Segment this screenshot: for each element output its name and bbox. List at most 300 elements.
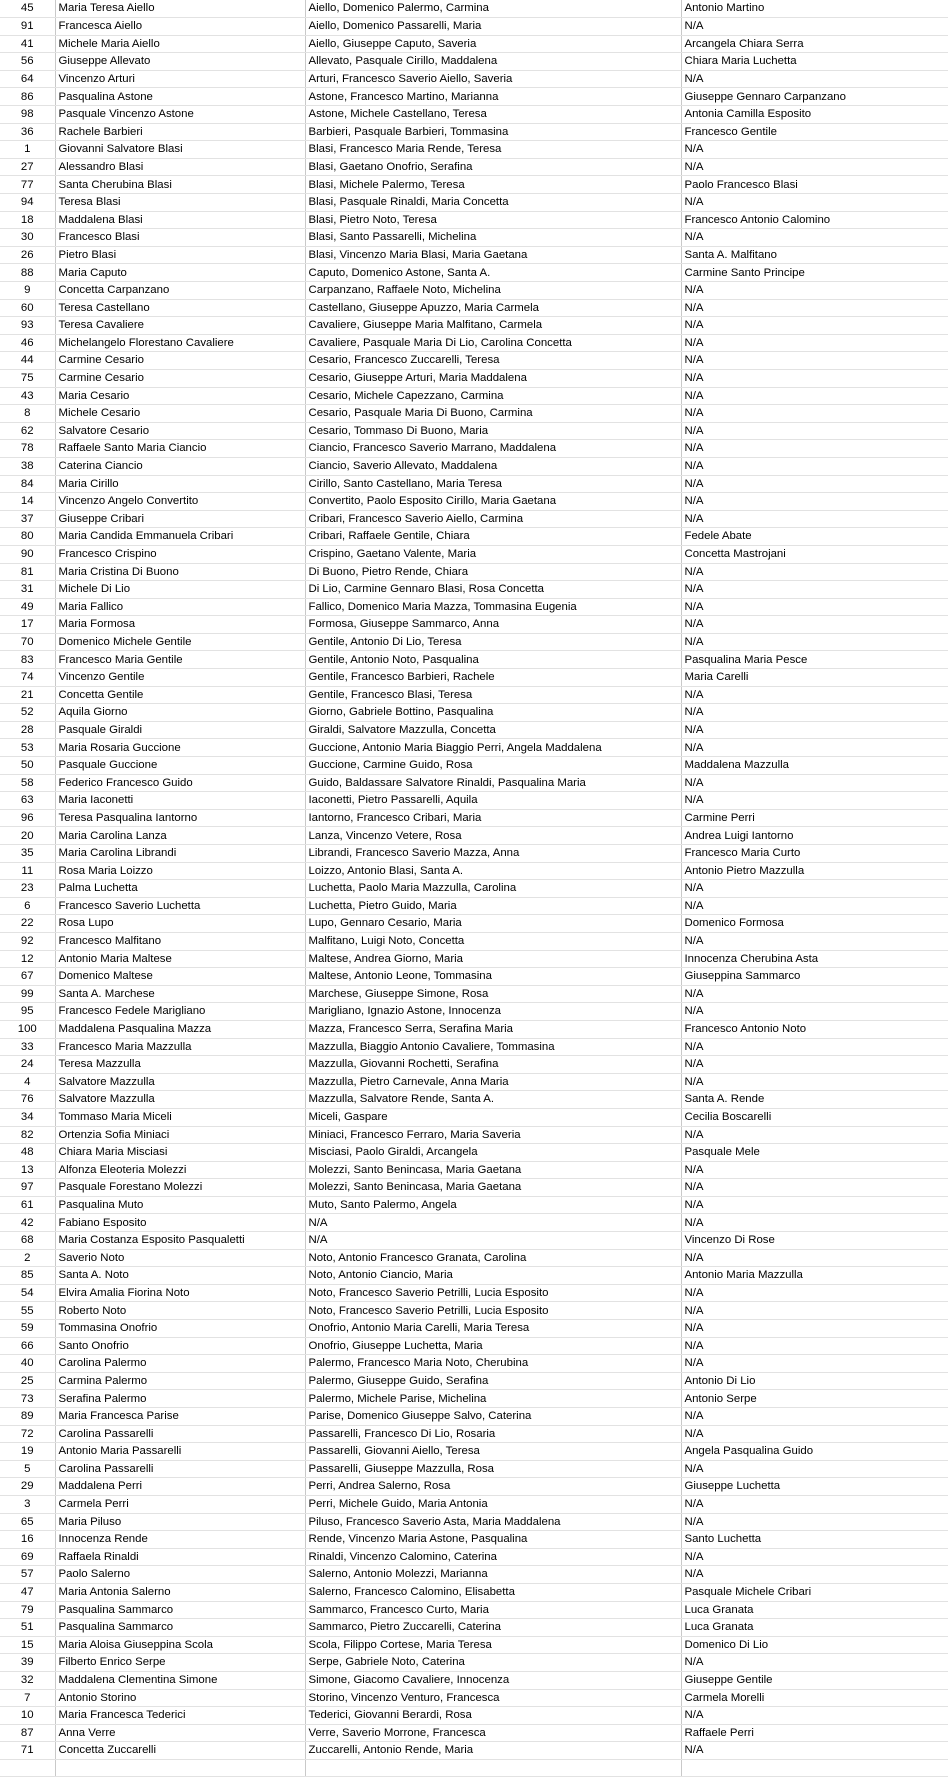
parents-cell[interactable]: Astone, Francesco Martino, Marianna <box>305 88 681 106</box>
spouse-cell[interactable]: N/A <box>681 334 948 352</box>
id-cell[interactable]: 99 <box>0 985 55 1003</box>
name-cell[interactable]: Innocenza Rende <box>55 1531 305 1549</box>
name-cell[interactable]: Pasqualina Sammarco <box>55 1601 305 1619</box>
parents-cell[interactable]: Maltese, Andrea Giorno, Maria <box>305 950 681 968</box>
id-cell[interactable]: 31 <box>0 581 55 599</box>
spouse-cell[interactable]: N/A <box>681 1003 948 1021</box>
spouse-cell[interactable]: N/A <box>681 1337 948 1355</box>
spouse-cell[interactable]: Carmine Santo Principe <box>681 264 948 282</box>
name-cell[interactable]: Francesco Fedele Marigliano <box>55 1003 305 1021</box>
name-cell[interactable]: Palma Luchetta <box>55 880 305 898</box>
id-cell[interactable]: 13 <box>0 1161 55 1179</box>
spouse-cell[interactable]: N/A <box>681 229 948 247</box>
parents-cell[interactable]: Miniaci, Francesco Ferraro, Maria Saveria <box>305 1126 681 1144</box>
name-cell[interactable]: Teresa Blasi <box>55 194 305 212</box>
spouse-cell[interactable]: Andrea Luigi Iantorno <box>681 827 948 845</box>
parents-cell[interactable]: Mazza, Francesco Serra, Serafina Maria <box>305 1020 681 1038</box>
parents-cell[interactable]: Onofrio, Giuseppe Luchetta, Maria <box>305 1337 681 1355</box>
name-cell[interactable]: Elvira Amalia Fiorina Noto <box>55 1284 305 1302</box>
name-cell[interactable]: Rosa Lupo <box>55 915 305 933</box>
parents-cell[interactable]: Mazzulla, Biaggio Antonio Cavaliere, Tommasina <box>305 1038 681 1056</box>
name-cell[interactable]: Domenico Michele Gentile <box>55 633 305 651</box>
spouse-cell[interactable]: Carmela Morelli <box>681 1689 948 1707</box>
spouse-cell[interactable]: N/A <box>681 739 948 757</box>
name-cell[interactable]: Maria Fallico <box>55 598 305 616</box>
parents-cell[interactable]: Salerno, Francesco Calomino, Elisabetta <box>305 1583 681 1601</box>
name-cell[interactable]: Rachele Barbieri <box>55 123 305 141</box>
name-cell[interactable]: Francesca Aiello <box>55 18 305 36</box>
name-cell[interactable]: Antonio Storino <box>55 1689 305 1707</box>
spouse-cell[interactable]: N/A <box>681 440 948 458</box>
name-cell[interactable]: Michele Di Lio <box>55 581 305 599</box>
id-cell[interactable]: 32 <box>0 1671 55 1689</box>
id-cell[interactable]: 84 <box>0 475 55 493</box>
spouse-cell[interactable]: Francesco Antonio Noto <box>681 1020 948 1038</box>
parents-cell[interactable]: Cirillo, Santo Castellano, Maria Teresa <box>305 475 681 493</box>
parents-cell[interactable]: Cavaliere, Giuseppe Maria Malfitano, Carmela <box>305 317 681 335</box>
id-cell[interactable]: 93 <box>0 317 55 335</box>
name-cell[interactable]: Vincenzo Angelo Convertito <box>55 493 305 511</box>
name-cell[interactable]: Santa A. Noto <box>55 1267 305 1285</box>
name-cell[interactable]: Carmine Cesario <box>55 369 305 387</box>
parents-cell[interactable]: Crispino, Gaetano Valente, Maria <box>305 545 681 563</box>
parents-cell[interactable]: Caputo, Domenico Astone, Santa A. <box>305 264 681 282</box>
name-cell[interactable]: Ortenzia Sofia Miniaci <box>55 1126 305 1144</box>
id-cell[interactable]: 96 <box>0 809 55 827</box>
name-cell[interactable]: Michele Maria Aiello <box>55 35 305 53</box>
spouse-cell[interactable]: Francesco Gentile <box>681 123 948 141</box>
id-cell[interactable]: 39 <box>0 1654 55 1672</box>
parents-cell[interactable]: Palermo, Giuseppe Guido, Serafina <box>305 1372 681 1390</box>
spouse-cell[interactable]: Giuseppina Sammarco <box>681 968 948 986</box>
id-cell[interactable]: 8 <box>0 405 55 423</box>
spouse-cell[interactable]: N/A <box>681 686 948 704</box>
parents-cell[interactable]: Piluso, Francesco Saverio Asta, Maria Maddalena <box>305 1513 681 1531</box>
parents-cell[interactable]: Malfitano, Luigi Noto, Concetta <box>305 932 681 950</box>
name-cell[interactable]: Giuseppe Allevato <box>55 53 305 71</box>
id-cell[interactable]: 70 <box>0 633 55 651</box>
id-cell[interactable]: 5 <box>0 1460 55 1478</box>
id-cell[interactable]: 41 <box>0 35 55 53</box>
parents-cell[interactable]: Cribari, Francesco Saverio Aiello, Carmina <box>305 510 681 528</box>
spouse-cell[interactable]: Fedele Abate <box>681 528 948 546</box>
parents-cell[interactable]: Castellano, Giuseppe Apuzzo, Maria Carmela <box>305 299 681 317</box>
spouse-cell[interactable]: N/A <box>681 1179 948 1197</box>
parents-cell[interactable]: Blasi, Gaetano Onofrio, Serafina <box>305 158 681 176</box>
spouse-cell[interactable]: N/A <box>681 1513 948 1531</box>
id-cell[interactable]: 15 <box>0 1636 55 1654</box>
parents-cell[interactable]: Mazzulla, Giovanni Rochetti, Serafina <box>305 1056 681 1074</box>
name-cell[interactable]: Maria Carolina Librandi <box>55 845 305 863</box>
id-cell[interactable]: 37 <box>0 510 55 528</box>
parents-cell[interactable]: Perri, Andrea Salerno, Rosa <box>305 1478 681 1496</box>
spouse-cell[interactable]: Luca Granata <box>681 1619 948 1637</box>
name-cell[interactable]: Tommaso Maria Miceli <box>55 1108 305 1126</box>
name-cell[interactable]: Maria Teresa Aiello <box>55 0 305 18</box>
id-cell[interactable]: 68 <box>0 1232 55 1250</box>
id-cell[interactable]: 95 <box>0 1003 55 1021</box>
name-cell[interactable]: Teresa Pasqualina Iantorno <box>55 809 305 827</box>
id-cell[interactable]: 65 <box>0 1513 55 1531</box>
name-cell[interactable] <box>55 1759 305 1777</box>
spouse-cell[interactable]: N/A <box>681 405 948 423</box>
spouse-cell[interactable]: N/A <box>681 721 948 739</box>
spouse-cell[interactable]: Francesco Maria Curto <box>681 845 948 863</box>
name-cell[interactable]: Giovanni Salvatore Blasi <box>55 141 305 159</box>
id-cell[interactable]: 22 <box>0 915 55 933</box>
id-cell[interactable]: 48 <box>0 1144 55 1162</box>
id-cell[interactable]: 43 <box>0 387 55 405</box>
id-cell[interactable]: 21 <box>0 686 55 704</box>
parents-cell[interactable]: Palermo, Michele Parise, Michelina <box>305 1390 681 1408</box>
id-cell[interactable]: 87 <box>0 1724 55 1742</box>
parents-cell[interactable]: Ciancio, Francesco Saverio Marrano, Maddalena <box>305 440 681 458</box>
spouse-cell[interactable]: Giuseppe Gennaro Carpanzano <box>681 88 948 106</box>
spouse-cell[interactable]: N/A <box>681 704 948 722</box>
spouse-cell[interactable]: N/A <box>681 1284 948 1302</box>
name-cell[interactable]: Alessandro Blasi <box>55 158 305 176</box>
spouse-cell[interactable]: N/A <box>681 1355 948 1373</box>
name-cell[interactable]: Francesco Malfitano <box>55 932 305 950</box>
name-cell[interactable]: Antonio Maria Passarelli <box>55 1443 305 1461</box>
spouse-cell[interactable]: Antonio Maria Mazzulla <box>681 1267 948 1285</box>
parents-cell[interactable]: Scola, Filippo Cortese, Maria Teresa <box>305 1636 681 1654</box>
parents-cell[interactable]: Parise, Domenico Giuseppe Salvo, Caterina <box>305 1408 681 1426</box>
id-cell[interactable]: 24 <box>0 1056 55 1074</box>
parents-cell[interactable]: Lupo, Gennaro Cesario, Maria <box>305 915 681 933</box>
parents-cell[interactable]: Cesario, Pasquale Maria Di Buono, Carmina <box>305 405 681 423</box>
spouse-cell[interactable]: N/A <box>681 493 948 511</box>
id-cell[interactable]: 60 <box>0 299 55 317</box>
name-cell[interactable]: Teresa Castellano <box>55 299 305 317</box>
parents-cell[interactable] <box>305 1759 681 1777</box>
id-cell[interactable]: 53 <box>0 739 55 757</box>
id-cell[interactable]: 66 <box>0 1337 55 1355</box>
id-cell[interactable]: 77 <box>0 176 55 194</box>
parents-cell[interactable]: Maltese, Antonio Leone, Tommasina <box>305 968 681 986</box>
spouse-cell[interactable]: N/A <box>681 774 948 792</box>
parents-cell[interactable]: Verre, Saverio Morrone, Francesca <box>305 1724 681 1742</box>
spouse-cell[interactable]: Santa A. Malfitano <box>681 246 948 264</box>
parents-cell[interactable]: Barbieri, Pasquale Barbieri, Tommasina <box>305 123 681 141</box>
name-cell[interactable]: Maria Carolina Lanza <box>55 827 305 845</box>
spouse-cell[interactable]: N/A <box>681 1548 948 1566</box>
spouse-cell[interactable]: N/A <box>681 1654 948 1672</box>
name-cell[interactable]: Concetta Carpanzano <box>55 282 305 300</box>
name-cell[interactable]: Carmine Cesario <box>55 352 305 370</box>
name-cell[interactable]: Filberto Enrico Serpe <box>55 1654 305 1672</box>
name-cell[interactable]: Maria Francesca Parise <box>55 1408 305 1426</box>
spouse-cell[interactable]: N/A <box>681 1566 948 1584</box>
parents-cell[interactable]: Muto, Santo Palermo, Angela <box>305 1196 681 1214</box>
parents-cell[interactable]: Fallico, Domenico Maria Mazza, Tommasina Eugenia <box>305 598 681 616</box>
parents-cell[interactable]: N/A <box>305 1232 681 1250</box>
id-cell[interactable]: 14 <box>0 493 55 511</box>
id-cell[interactable]: 79 <box>0 1601 55 1619</box>
id-cell[interactable]: 97 <box>0 1179 55 1197</box>
spouse-cell[interactable]: Raffaele Perri <box>681 1724 948 1742</box>
spouse-cell[interactable]: Maddalena Mazzulla <box>681 757 948 775</box>
id-cell[interactable]: 35 <box>0 845 55 863</box>
id-cell[interactable]: 27 <box>0 158 55 176</box>
spouse-cell[interactable]: Giuseppe Luchetta <box>681 1478 948 1496</box>
spouse-cell[interactable]: N/A <box>681 1214 948 1232</box>
id-cell[interactable]: 89 <box>0 1408 55 1426</box>
id-cell[interactable]: 85 <box>0 1267 55 1285</box>
spouse-cell[interactable]: N/A <box>681 158 948 176</box>
spouse-cell[interactable]: N/A <box>681 18 948 36</box>
id-cell[interactable] <box>0 1759 55 1777</box>
parents-cell[interactable]: Mazzulla, Pietro Carnevale, Anna Maria <box>305 1073 681 1091</box>
id-cell[interactable]: 78 <box>0 440 55 458</box>
id-cell[interactable]: 71 <box>0 1742 55 1760</box>
id-cell[interactable]: 88 <box>0 264 55 282</box>
id-cell[interactable]: 76 <box>0 1091 55 1109</box>
spouse-cell[interactable]: Angela Pasqualina Guido <box>681 1443 948 1461</box>
parents-cell[interactable]: Rende, Vincenzo Maria Astone, Pasqualina <box>305 1531 681 1549</box>
name-cell[interactable]: Carmela Perri <box>55 1495 305 1513</box>
spouse-cell[interactable]: N/A <box>681 387 948 405</box>
name-cell[interactable]: Giuseppe Cribari <box>55 510 305 528</box>
spouse-cell[interactable]: Arcangela Chiara Serra <box>681 35 948 53</box>
id-cell[interactable]: 82 <box>0 1126 55 1144</box>
spouse-cell[interactable]: N/A <box>681 1495 948 1513</box>
spouse-cell[interactable]: Giuseppe Gentile <box>681 1671 948 1689</box>
name-cell[interactable]: Santa Cherubina Blasi <box>55 176 305 194</box>
name-cell[interactable]: Carolina Passarelli <box>55 1425 305 1443</box>
parents-cell[interactable]: Loizzo, Antonio Blasi, Santa A. <box>305 862 681 880</box>
id-cell[interactable]: 44 <box>0 352 55 370</box>
name-cell[interactable]: Maria Cristina Di Buono <box>55 563 305 581</box>
parents-cell[interactable]: Aiello, Domenico Passarelli, Maria <box>305 18 681 36</box>
name-cell[interactable]: Federico Francesco Guido <box>55 774 305 792</box>
name-cell[interactable]: Francesco Saverio Luchetta <box>55 897 305 915</box>
spouse-cell[interactable]: N/A <box>681 598 948 616</box>
id-cell[interactable]: 4 <box>0 1073 55 1091</box>
spouse-cell[interactable]: N/A <box>681 581 948 599</box>
id-cell[interactable]: 6 <box>0 897 55 915</box>
name-cell[interactable]: Francesco Maria Gentile <box>55 651 305 669</box>
parents-cell[interactable]: Di Buono, Pietro Rende, Chiara <box>305 563 681 581</box>
name-cell[interactable]: Raffaela Rinaldi <box>55 1548 305 1566</box>
id-cell[interactable]: 100 <box>0 1020 55 1038</box>
name-cell[interactable]: Salvatore Mazzulla <box>55 1073 305 1091</box>
spouse-cell[interactable]: N/A <box>681 70 948 88</box>
spouse-cell[interactable]: N/A <box>681 1320 948 1338</box>
parents-cell[interactable]: Guccione, Antonio Maria Biaggio Perri, Angela Maddalena <box>305 739 681 757</box>
name-cell[interactable]: Saverio Noto <box>55 1249 305 1267</box>
id-cell[interactable]: 62 <box>0 422 55 440</box>
parents-cell[interactable]: Storino, Vincenzo Venturo, Francesca <box>305 1689 681 1707</box>
name-cell[interactable]: Maddalena Clementina Simone <box>55 1671 305 1689</box>
spouse-cell[interactable]: N/A <box>681 317 948 335</box>
name-cell[interactable]: Maria Antonia Salerno <box>55 1583 305 1601</box>
id-cell[interactable]: 2 <box>0 1249 55 1267</box>
name-cell[interactable]: Pasqualina Muto <box>55 1196 305 1214</box>
parents-cell[interactable]: Noto, Francesco Saverio Petrilli, Lucia Esposito <box>305 1302 681 1320</box>
parents-cell[interactable]: Mazzulla, Salvatore Rende, Santa A. <box>305 1091 681 1109</box>
parents-cell[interactable]: Blasi, Pasquale Rinaldi, Maria Concetta <box>305 194 681 212</box>
parents-cell[interactable]: Sammarco, Pietro Zuccarelli, Caterina <box>305 1619 681 1637</box>
id-cell[interactable]: 47 <box>0 1583 55 1601</box>
spouse-cell[interactable]: Concetta Mastrojani <box>681 545 948 563</box>
id-cell[interactable]: 33 <box>0 1038 55 1056</box>
id-cell[interactable]: 75 <box>0 369 55 387</box>
spouse-cell[interactable]: Antonio Pietro Mazzulla <box>681 862 948 880</box>
spouse-cell[interactable]: N/A <box>681 1161 948 1179</box>
id-cell[interactable]: 17 <box>0 616 55 634</box>
id-cell[interactable]: 72 <box>0 1425 55 1443</box>
spouse-cell[interactable]: N/A <box>681 1460 948 1478</box>
id-cell[interactable]: 67 <box>0 968 55 986</box>
spouse-cell[interactable]: Francesco Antonio Calomino <box>681 211 948 229</box>
parents-cell[interactable]: Cesario, Giuseppe Arturi, Maria Maddalena <box>305 369 681 387</box>
id-cell[interactable]: 23 <box>0 880 55 898</box>
spouse-cell[interactable]: N/A <box>681 1038 948 1056</box>
parents-cell[interactable]: Cesario, Michele Capezzano, Carmina <box>305 387 681 405</box>
name-cell[interactable]: Anna Verre <box>55 1724 305 1742</box>
spouse-cell[interactable]: Pasqualina Maria Pesce <box>681 651 948 669</box>
spouse-cell[interactable]: N/A <box>681 932 948 950</box>
name-cell[interactable]: Concetta Gentile <box>55 686 305 704</box>
parents-cell[interactable]: Passarelli, Giuseppe Mazzulla, Rosa <box>305 1460 681 1478</box>
spouse-cell[interactable]: N/A <box>681 1425 948 1443</box>
id-cell[interactable]: 86 <box>0 88 55 106</box>
name-cell[interactable]: Tommasina Onofrio <box>55 1320 305 1338</box>
spouse-cell[interactable]: N/A <box>681 1408 948 1426</box>
name-cell[interactable]: Francesco Crispino <box>55 545 305 563</box>
name-cell[interactable]: Maria Francesca Tederici <box>55 1707 305 1725</box>
parents-cell[interactable]: Noto, Antonio Ciancio, Maria <box>305 1267 681 1285</box>
parents-cell[interactable]: Molezzi, Santo Benincasa, Maria Gaetana <box>305 1179 681 1197</box>
spouse-cell[interactable]: N/A <box>681 1056 948 1074</box>
name-cell[interactable]: Rosa Maria Loizzo <box>55 862 305 880</box>
name-cell[interactable]: Concetta Zuccarelli <box>55 1742 305 1760</box>
parents-cell[interactable]: Lanza, Vincenzo Vetere, Rosa <box>305 827 681 845</box>
parents-cell[interactable]: Misciasi, Paolo Giraldi, Arcangela <box>305 1144 681 1162</box>
id-cell[interactable]: 3 <box>0 1495 55 1513</box>
parents-cell[interactable]: Marigliano, Ignazio Astone, Innocenza <box>305 1003 681 1021</box>
spouse-cell[interactable]: N/A <box>681 1249 948 1267</box>
name-cell[interactable]: Maddalena Blasi <box>55 211 305 229</box>
parents-cell[interactable]: Noto, Antonio Francesco Granata, Carolina <box>305 1249 681 1267</box>
id-cell[interactable]: 52 <box>0 704 55 722</box>
parents-cell[interactable]: Gentile, Antonio Noto, Pasqualina <box>305 651 681 669</box>
name-cell[interactable]: Alfonza Eleoteria Molezzi <box>55 1161 305 1179</box>
name-cell[interactable]: Carmina Palermo <box>55 1372 305 1390</box>
spouse-cell[interactable]: N/A <box>681 475 948 493</box>
spouse-cell[interactable]: Maria Carelli <box>681 669 948 687</box>
name-cell[interactable]: Aquila Giorno <box>55 704 305 722</box>
spouse-cell[interactable]: Paolo Francesco Blasi <box>681 176 948 194</box>
id-cell[interactable]: 7 <box>0 1689 55 1707</box>
parents-cell[interactable]: Iaconetti, Pietro Passarelli, Aquila <box>305 792 681 810</box>
parents-cell[interactable]: Passarelli, Giovanni Aiello, Teresa <box>305 1443 681 1461</box>
name-cell[interactable]: Santa A. Marchese <box>55 985 305 1003</box>
parents-cell[interactable]: Molezzi, Santo Benincasa, Maria Gaetana <box>305 1161 681 1179</box>
parents-cell[interactable]: Cribari, Raffaele Gentile, Chiara <box>305 528 681 546</box>
name-cell[interactable]: Carolina Passarelli <box>55 1460 305 1478</box>
spouse-cell[interactable]: N/A <box>681 1196 948 1214</box>
spouse-cell[interactable]: Santo Luchetta <box>681 1531 948 1549</box>
name-cell[interactable]: Maria Caputo <box>55 264 305 282</box>
id-cell[interactable]: 45 <box>0 0 55 18</box>
spouse-cell[interactable]: N/A <box>681 1707 948 1725</box>
parents-cell[interactable]: N/A <box>305 1214 681 1232</box>
parents-cell[interactable]: Allevato, Pasquale Cirillo, Maddalena <box>305 53 681 71</box>
parents-cell[interactable]: Luchetta, Pietro Guido, Maria <box>305 897 681 915</box>
parents-cell[interactable]: Blasi, Pietro Noto, Teresa <box>305 211 681 229</box>
spouse-cell[interactable]: N/A <box>681 563 948 581</box>
name-cell[interactable]: Michele Cesario <box>55 405 305 423</box>
spouse-cell[interactable]: N/A <box>681 194 948 212</box>
name-cell[interactable]: Fabiano Esposito <box>55 1214 305 1232</box>
spouse-cell[interactable]: N/A <box>681 282 948 300</box>
spouse-cell[interactable]: N/A <box>681 141 948 159</box>
name-cell[interactable]: Maria Formosa <box>55 616 305 634</box>
name-cell[interactable]: Teresa Cavaliere <box>55 317 305 335</box>
parents-cell[interactable]: Cesario, Tommaso Di Buono, Maria <box>305 422 681 440</box>
name-cell[interactable]: Salvatore Mazzulla <box>55 1091 305 1109</box>
spouse-cell[interactable]: N/A <box>681 985 948 1003</box>
id-cell[interactable]: 59 <box>0 1320 55 1338</box>
name-cell[interactable]: Pietro Blasi <box>55 246 305 264</box>
id-cell[interactable]: 18 <box>0 211 55 229</box>
name-cell[interactable]: Raffaele Santo Maria Ciancio <box>55 440 305 458</box>
name-cell[interactable]: Maria Rosaria Guccione <box>55 739 305 757</box>
name-cell[interactable]: Vincenzo Gentile <box>55 669 305 687</box>
id-cell[interactable]: 20 <box>0 827 55 845</box>
spouse-cell[interactable] <box>681 1759 948 1777</box>
spouse-cell[interactable]: N/A <box>681 1073 948 1091</box>
id-cell[interactable]: 61 <box>0 1196 55 1214</box>
id-cell[interactable]: 16 <box>0 1531 55 1549</box>
spouse-cell[interactable]: N/A <box>681 880 948 898</box>
parents-cell[interactable]: Giraldi, Salvatore Mazzulla, Concetta <box>305 721 681 739</box>
id-cell[interactable]: 38 <box>0 457 55 475</box>
id-cell[interactable]: 30 <box>0 229 55 247</box>
spouse-cell[interactable]: Luca Granata <box>681 1601 948 1619</box>
name-cell[interactable]: Maria Iaconetti <box>55 792 305 810</box>
id-cell[interactable]: 81 <box>0 563 55 581</box>
name-cell[interactable]: Pasquale Guccione <box>55 757 305 775</box>
name-cell[interactable]: Maria Aloisa Giuseppina Scola <box>55 1636 305 1654</box>
spouse-cell[interactable]: Pasquale Mele <box>681 1144 948 1162</box>
spouse-cell[interactable]: N/A <box>681 897 948 915</box>
parents-cell[interactable]: Perri, Michele Guido, Maria Antonia <box>305 1495 681 1513</box>
parents-cell[interactable]: Giorno, Gabriele Bottino, Pasqualina <box>305 704 681 722</box>
parents-cell[interactable]: Guccione, Carmine Guido, Rosa <box>305 757 681 775</box>
id-cell[interactable]: 83 <box>0 651 55 669</box>
name-cell[interactable]: Roberto Noto <box>55 1302 305 1320</box>
id-cell[interactable]: 42 <box>0 1214 55 1232</box>
spouse-cell[interactable]: N/A <box>681 352 948 370</box>
id-cell[interactable]: 36 <box>0 123 55 141</box>
parents-cell[interactable]: Serpe, Gabriele Noto, Caterina <box>305 1654 681 1672</box>
id-cell[interactable]: 73 <box>0 1390 55 1408</box>
id-cell[interactable]: 49 <box>0 598 55 616</box>
spouse-cell[interactable]: Carmine Perri <box>681 809 948 827</box>
spouse-cell[interactable]: N/A <box>681 616 948 634</box>
parents-cell[interactable]: Simone, Giacomo Cavaliere, Innocenza <box>305 1671 681 1689</box>
id-cell[interactable]: 90 <box>0 545 55 563</box>
parents-cell[interactable]: Sammarco, Francesco Curto, Maria <box>305 1601 681 1619</box>
name-cell[interactable]: Serafina Palermo <box>55 1390 305 1408</box>
parents-cell[interactable]: Carpanzano, Raffaele Noto, Michelina <box>305 282 681 300</box>
name-cell[interactable]: Chiara Maria Misciasi <box>55 1144 305 1162</box>
spouse-cell[interactable]: N/A <box>681 792 948 810</box>
name-cell[interactable]: Salvatore Cesario <box>55 422 305 440</box>
